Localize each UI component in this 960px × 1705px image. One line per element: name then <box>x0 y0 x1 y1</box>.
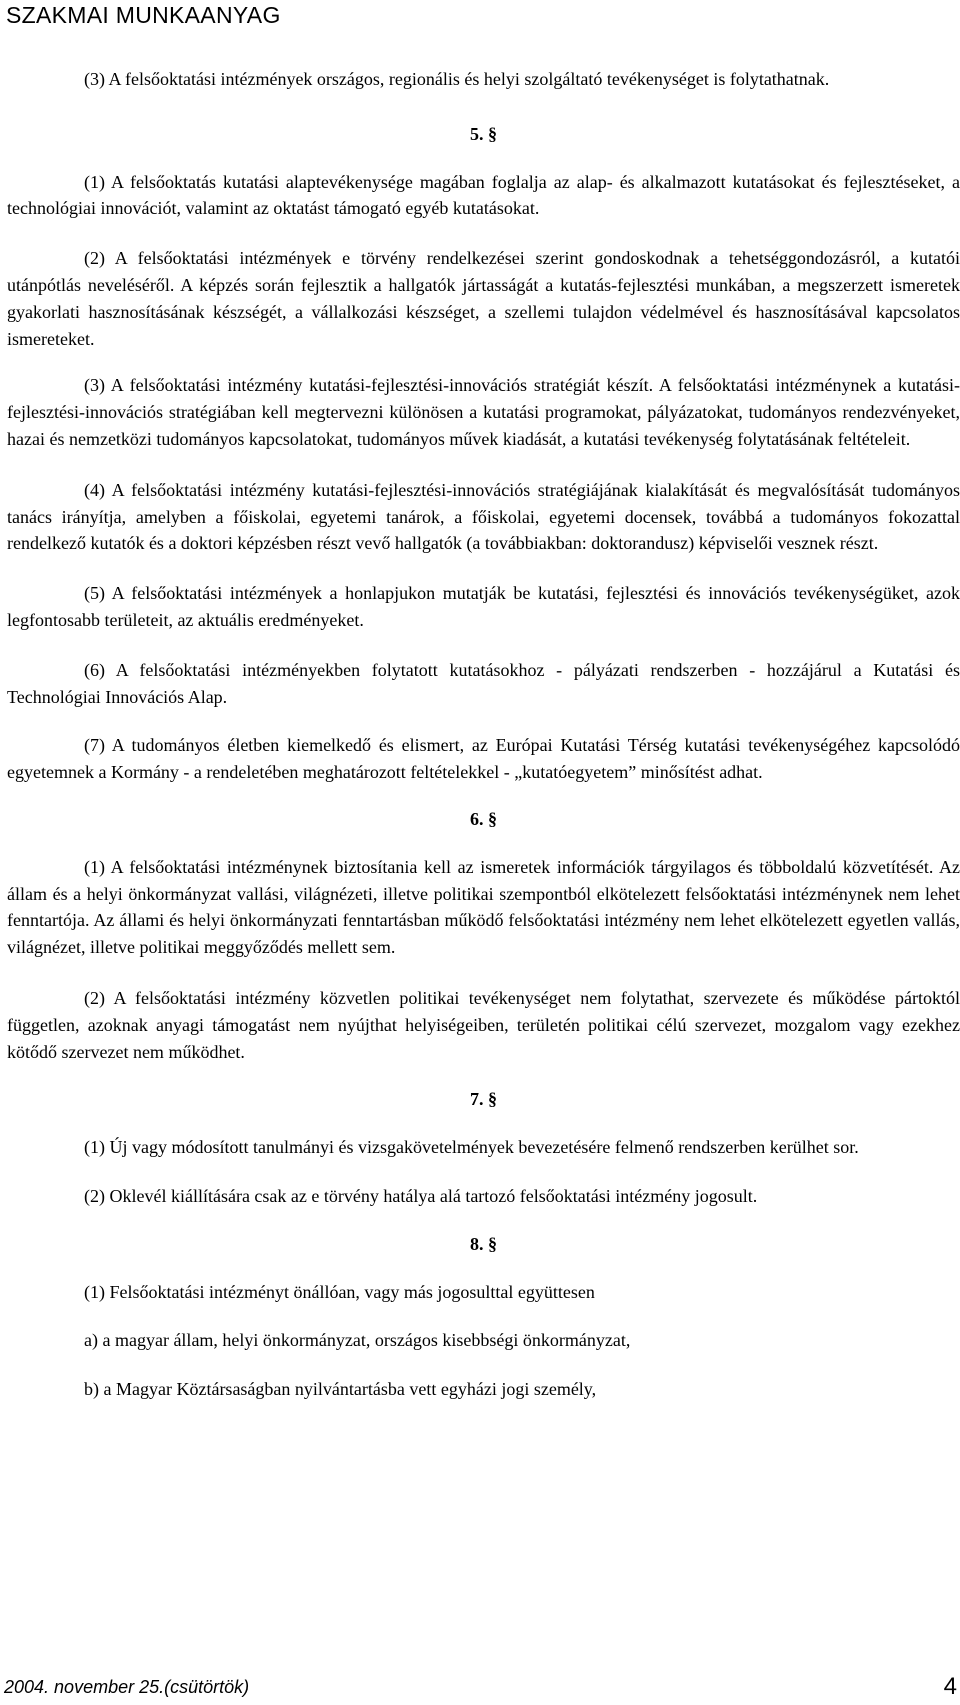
section-heading-7: 7. § <box>470 1089 497 1110</box>
section-heading-5: 5. § <box>470 123 497 144</box>
paragraph-4-3: (3) A felsőoktatási intézmények országos, regionális és helyi szolgáltató tevékenységet is folytathatnak. <box>84 69 830 89</box>
paragraph-7-1: (1) Új vagy módosított tanulmányi és vizsgakövetelmények bevezetésére felmenő rendszerben kerülhet sor. <box>84 1137 859 1158</box>
paragraph-8-1: (1) Felsőoktatási intézményt önállóan, vagy más jogosulttal együttesen <box>84 1281 595 1302</box>
section-heading-6: 6. § <box>470 808 497 829</box>
paragraph-7-2: (2) Oklevél kiállítására csak az e törvény hatálya alá tartozó felsőoktatási intézmény jogosult. <box>84 1185 758 1206</box>
document-body <box>7 66 960 1403</box>
document-header: SZAKMAI MUNKAANYAG <box>6 2 281 28</box>
paragraph-6-2: (2) A felsőoktatási intézmény közvetlen politikai tevékenységet nem folytathat, szervezete és működése pártoktól független, azoknak anyagi támogatást nem nyújthat helyiségeiben, területén politikai célú szervezet, mozgalom vagy ezekhez kötődő szervezet nem működhet. <box>7 987 960 1062</box>
list-item-b: b) a Magyar Köztársaságban nyilvántartásba vett egyházi jogi személy, <box>84 1379 597 1400</box>
paragraph-5-4: (4) A felsőoktatási intézmény kutatási-fejlesztési-innovációs stratégiájának kialakítását és megvalósítását tudományos tanács irányítja, amelyben a főiskolai, egyetemi tanárok, a főiskolai, egyetemi docensek, továbbá a tudományos fokozattal rendelkező kutatók és a doktori képzésben részt vevő hallgatók (a továbbiakban: doktorandusz) képviselői vesznek részt. <box>7 479 960 554</box>
paragraph-5-6: (6) A felsőoktatási intézményekben folytatott kutatásokhoz - pályázati rendszerben - hozzájárul a Kutatási és Technológiai Innovációs Alap. <box>7 659 960 707</box>
page-number: 4 <box>943 1673 957 1700</box>
paragraph-6-1: (1) A felsőoktatási intézménynek biztosítania kell az ismeretek információk tárgyilagos és többoldalú közvetítését. Az állam és a helyi önkormányzat vallási, világnézeti, illetve politikai szempontból elkötelezett felsőoktatási intézménynek nem lehet fenntartója. Az állami és helyi önkormányzati fenntartásban működő felsőoktatási intézmény nem lehet elkötelezett egyetlen vallás, világnézet, illetve politikai meggyőződés mellett sem. <box>7 856 960 958</box>
paragraph-5-1: (1) A felsőoktatás kutatási alaptevékenysége magában foglalja az alap- és alkalmazott kutatásokat és fejlesztéseket, a technológiai innovációt, valamint az oktatást támogató egyéb kutatásokat. <box>7 171 960 219</box>
paragraph-5-5: (5) A felsőoktatási intézmények a honlapjukon mutatják be kutatási, fejlesztési és innovációs tevékenységüket, azok legfontosabb területeit, az aktuális eredményeket. <box>7 583 960 630</box>
footer-date: 2004. november 25.(csütörtök) <box>4 1677 250 1697</box>
paragraph-5-3: (3) A felsőoktatási intézmény kutatási-fejlesztési-innovációs stratégiát készít. A felsőoktatási intézménynek a kutatási-fejlesztési-innovációs stratégiában kell megtervezni különösen a kutatási programokat, pályázatokat, tudományos rendezvényeket, hazai és nemzetközi tudományos kapcsolatokat, tudományos művek kiadását, a kutatási tevékenység folytatásának feltételeit. <box>7 375 960 449</box>
list-item-a: a) a magyar állam, helyi önkormányzat, országos kisebbségi önkormányzat, <box>84 1330 631 1351</box>
paragraph-5-7: (7) A tudományos életben kiemelkedő és elismert, az Európai Kutatási Térség kutatási tevékenységéhez kapcsolódó egyetemnek a Kormány - a rendeletében meghatározott feltételekkel - „kutatóegyetem” minősítést adhat. <box>7 735 960 783</box>
paragraph-5-2: (2) A felsőoktatási intézmények e törvény rendelkezései szerint gondoskodnak a tehetséggondozásról, a kutatói utánpótlás neveléséről. A képzés során fejlesztik a hallgatók jártasságát a kutatás-fejlesztési munkában, a megszerzett ismeretek gyakorlati hasznosításának készségét, a vállalkozási készséget, a szellemi tulajdon védelmével és hasznosításával kapcsolatos ismereteket. <box>7 248 960 349</box>
section-heading-8: 8. § <box>470 1233 497 1254</box>
